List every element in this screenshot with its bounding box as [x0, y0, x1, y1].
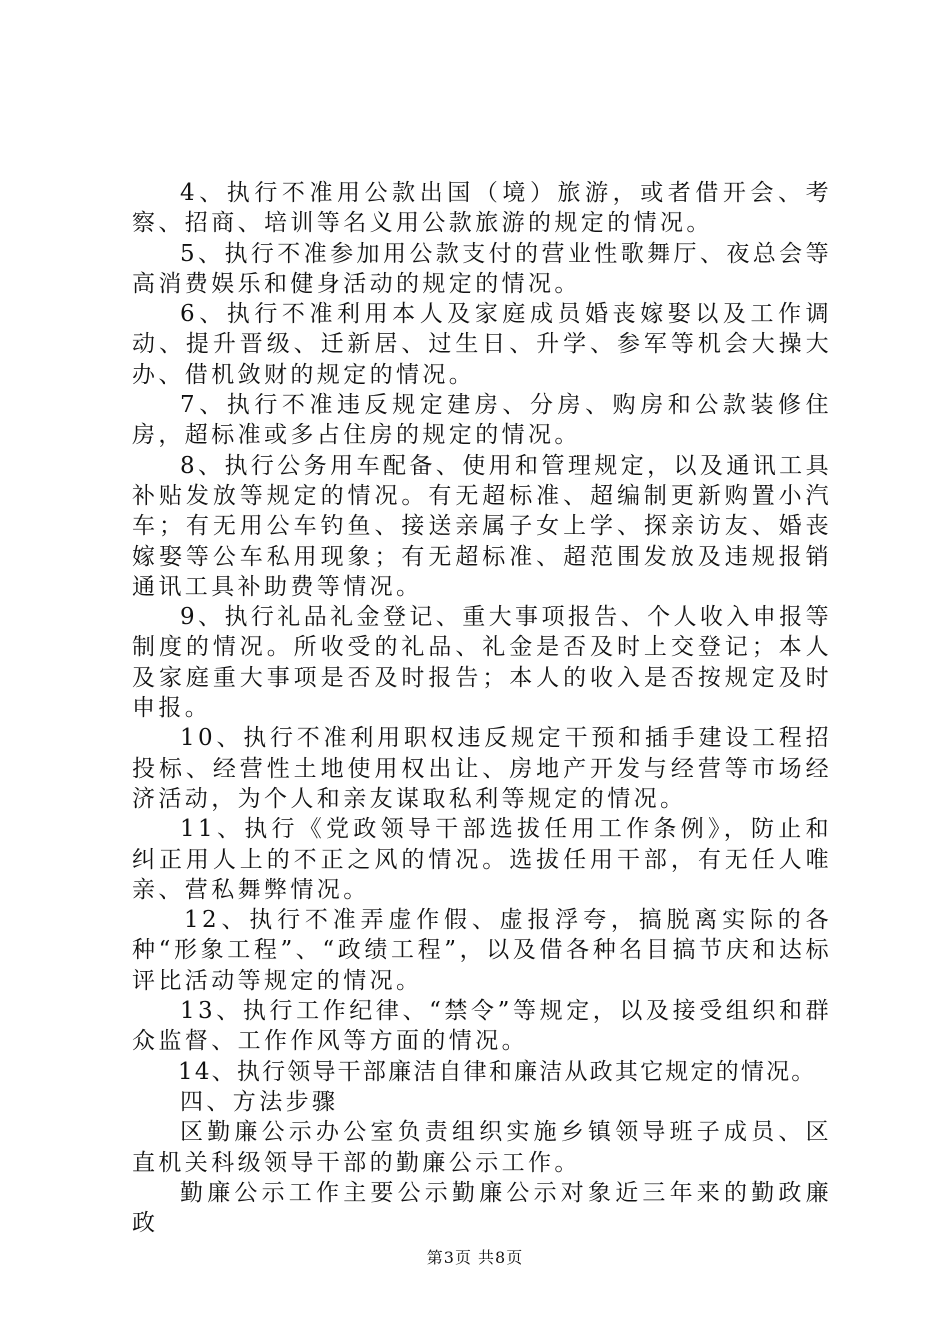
paragraph-item-14: 14、执行领导干部廉洁自律和廉洁从政其它规定的情况。: [178, 1058, 817, 1085]
paragraph-item-8: 8、执行公务用车配备、使用和管理规定，以及通讯工具补贴发放等规定的情况。有无超标准、超编制更新购置小汽车；有无用公车钓鱼、接送亲属子女上学、探亲访友、婚丧嫁娶等公车私用现象；有无超标准、超范围发放及违规报销通讯工具补助费等情况。: [132, 452, 832, 600]
paragraph-item-7: 7、执行不准违反规定建房、分房、购房和公款装修住房，超标准或多占住房的规定的情况。: [132, 392, 832, 449]
paragraph-responsibility: 区勤廉公示办公室负责组织实施乡镇领导班子成员、区直机关科级领导干部的勤廉公示工作。: [132, 1119, 832, 1176]
paragraph-item-5: 5、执行不准参加用公款支付的营业性歌舞厅、夜总会等高消费娱乐和健身活动的规定的情况。: [132, 240, 832, 297]
paragraph-item-10: 10、执行不准利用职权违反规定干预和插手建设工程招投标、经营性土地使用权出让、房地产开发与经营等市场经济活动，为个人和亲友谋取私利等规定的情况。: [132, 725, 832, 812]
paragraph-item-9: 9、执行礼品礼金登记、重大事项报告、个人收入申报等制度的情况。所收受的礼品、礼金是否及时上交登记；本人及家庭重大事项是否及时报告；本人的收入是否按规定及时申报。: [132, 604, 832, 722]
paragraph-item-12: 12、执行不准弄虚作假、虚报浮夸，搞脱离实际的各种“形象工程”、“政绩工程”，以及借各种名目搞节庆和达标评比活动等规定的情况。: [132, 907, 832, 994]
paragraph-item-6: 6、执行不准利用本人及家庭成员婚丧嫁娶以及工作调动、提升晋级、迁新居、过生日、升学、参军等机会大操大办、借机敛财的规定的情况。: [132, 301, 832, 388]
paragraph-item-11: 11、执行《党政领导干部选拔任用工作条例》，防止和纠正用人上的不正之风的情况。选拔任用干部，有无任人唯亲、营私舞弊情况。: [132, 816, 832, 903]
paragraph-item-13: 13、执行工作纪律、“禁令”等规定，以及接受组织和群众监督、工作作风等方面的情况。: [132, 998, 832, 1055]
paragraph-item-4: 4、执行不准用公款出国（境）旅游，或者借开会、考察、招商、培训等名义用公款旅游的规定的情况。: [132, 180, 832, 237]
section-heading-methods: 四、方法步骤: [180, 1088, 339, 1115]
page-number-footer: 第3页 共8页: [426, 1248, 524, 1267]
paragraph-disclosure-content: 勤廉公示工作主要公示勤廉公示对象近三年来的勤政廉政: [132, 1179, 832, 1237]
document-body: [132, 178, 832, 1238]
